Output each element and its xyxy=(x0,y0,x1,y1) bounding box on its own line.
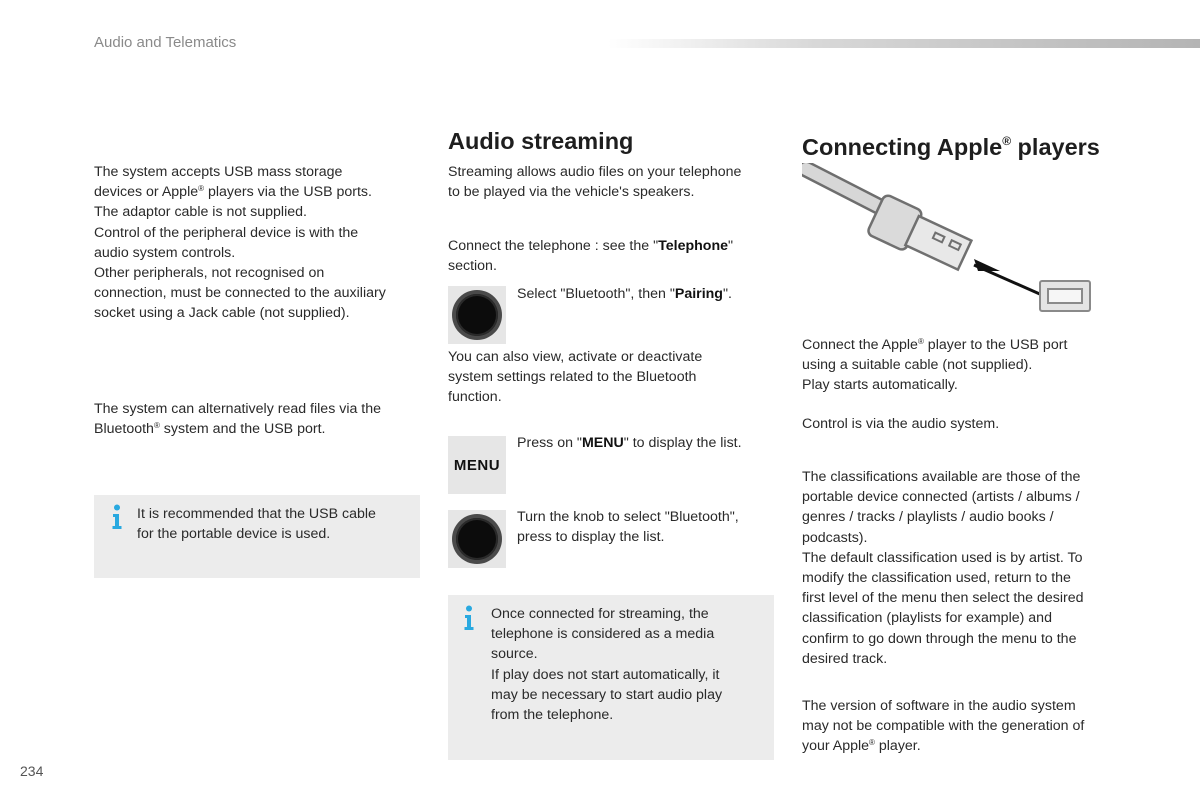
text-line: may not be compatible with the generation of xyxy=(802,718,1085,735)
text-fragment: ". xyxy=(722,286,732,302)
text-line: You can also view, activate or deactivate xyxy=(448,349,703,365)
version-paragraph xyxy=(802,696,1132,757)
text-line: portable device connected (artists / albums / xyxy=(802,489,1080,506)
text-line: Streaming allows audio files on your telephone xyxy=(448,164,742,180)
text-line: It is recommended that the USB cable xyxy=(137,506,376,522)
text-line: classification (playlists for example) and xyxy=(802,610,1052,627)
info-icon xyxy=(110,504,124,530)
registered-mark: ® xyxy=(153,421,160,431)
text-fragment: system and the USB port. xyxy=(159,421,326,438)
text-fragment: player. xyxy=(874,738,921,755)
text-line: Other peripherals, not recognised on xyxy=(94,265,325,282)
text-line xyxy=(94,182,424,202)
registered-mark: ® xyxy=(917,337,924,346)
text-line: podcasts). xyxy=(802,529,868,546)
text-line: first level of the menu then select the desired xyxy=(802,590,1084,607)
pairing-text: Pairing xyxy=(674,286,723,302)
step-select-bluetooth xyxy=(517,284,777,304)
text-fragment: Press on " xyxy=(517,435,582,451)
text-line xyxy=(802,736,1132,756)
text-fragment: players via the USB ports. xyxy=(204,184,372,201)
connect-telephone-paragraph xyxy=(448,236,778,276)
left-info-box xyxy=(94,495,420,578)
registered-mark: ® xyxy=(869,738,875,748)
text-line: The version of software in the audio system xyxy=(802,698,1076,714)
text-line: desired track. xyxy=(802,650,888,667)
text-line: system settings related to the Bluetooth xyxy=(448,369,697,386)
text-line: If play does not start automatically, it xyxy=(491,666,720,683)
text-line: for the portable device is used. xyxy=(137,526,331,543)
text-fragment: your Apple xyxy=(802,738,870,755)
text-line: press to display the list. xyxy=(517,529,665,546)
text-line: Play starts automatically. xyxy=(802,377,958,394)
text-line: from the telephone. xyxy=(491,707,614,724)
header-gradient-bar xyxy=(608,39,1200,48)
text-fragment: devices or Apple xyxy=(94,184,199,201)
text-fragment: player to the USB port xyxy=(923,337,1068,353)
classification-paragraph xyxy=(802,467,1132,669)
text-line: socket using a Jack cable (not supplied). xyxy=(94,305,350,322)
telephone-link-text: Telephone xyxy=(658,238,729,254)
left-intro-paragraph xyxy=(94,162,424,324)
section-title: Audio and Telematics xyxy=(94,34,237,51)
step-press-menu xyxy=(517,433,777,453)
text-line xyxy=(448,236,778,256)
step-turn-knob xyxy=(517,507,777,547)
text-line: section. xyxy=(448,258,497,275)
text-line: The default classification used is by artist. To xyxy=(802,549,1083,566)
connecting-apple-heading xyxy=(802,127,1100,161)
text-fragment: Connecting Apple xyxy=(802,134,1003,160)
text-line xyxy=(517,284,777,304)
text-line: The adaptor cable is not supplied. xyxy=(94,204,307,221)
text-line: source. xyxy=(491,646,538,663)
text-line: telephone is considered as a media xyxy=(491,626,715,643)
text-line: Control of the peripheral device is with the xyxy=(94,224,359,241)
text-line: Once connected for streaming, the xyxy=(491,606,709,622)
knob-center xyxy=(456,518,498,560)
page-number: 234 xyxy=(20,763,44,779)
text-line: confirm to go down through the menu to the xyxy=(802,630,1077,647)
middle-info-box xyxy=(448,595,774,760)
registered-mark: ® xyxy=(198,184,205,194)
text-line xyxy=(802,335,1132,355)
knob-tile xyxy=(448,510,506,568)
streaming-intro xyxy=(448,162,778,202)
text-line xyxy=(94,419,424,439)
menu-button-icon: MENU xyxy=(448,436,506,494)
text-line: The system can alternatively read files via the xyxy=(94,401,382,417)
text-line: modify the classification used, return to the xyxy=(802,570,1071,587)
menu-text: MENU xyxy=(581,435,624,451)
connect-apple-paragraph xyxy=(802,335,1132,396)
text-fragment: Connect the telephone : see the " xyxy=(448,238,659,254)
knob-tile xyxy=(448,286,506,344)
control-paragraph xyxy=(802,414,1132,434)
text-line: audio system controls. xyxy=(94,244,236,261)
left-bluetooth-paragraph xyxy=(94,399,424,439)
info-text xyxy=(491,604,771,725)
text-fragment: Bluetooth xyxy=(94,421,154,438)
text-line: to be played via the vehicle's speakers. xyxy=(448,184,695,201)
registered-mark: ® xyxy=(1002,134,1012,148)
text-line: may be necessary to start audio play xyxy=(491,686,723,703)
audio-streaming-heading: Audio streaming xyxy=(448,128,634,154)
text-line: Control is via the audio system. xyxy=(802,416,1000,432)
text-line: connection, must be connected to the auxiliary xyxy=(94,285,386,302)
text-line: function. xyxy=(448,389,502,406)
text-line: The classifications available are those of the xyxy=(802,469,1081,485)
info-icon xyxy=(462,605,476,631)
text-fragment: Select "Bluetooth", then " xyxy=(517,286,675,302)
text-line: using a suitable cable (not supplied). xyxy=(802,357,1033,374)
text-fragment: " to display the list. xyxy=(623,435,742,451)
text-line: genres / tracks / playlists / audio books / xyxy=(802,509,1054,526)
text-fragment: Connect the Apple xyxy=(802,337,918,353)
text-fragment: " xyxy=(728,238,734,254)
usb-cable-illustration xyxy=(802,163,1098,318)
knob-center xyxy=(456,294,498,336)
info-text xyxy=(137,504,417,544)
text-line: The system accepts USB mass storage xyxy=(94,164,343,180)
text-line xyxy=(517,433,777,453)
text-line: Turn the knob to select "Bluetooth", xyxy=(517,509,739,525)
bluetooth-settings-paragraph xyxy=(448,347,778,408)
text-fragment: players xyxy=(1011,134,1100,160)
